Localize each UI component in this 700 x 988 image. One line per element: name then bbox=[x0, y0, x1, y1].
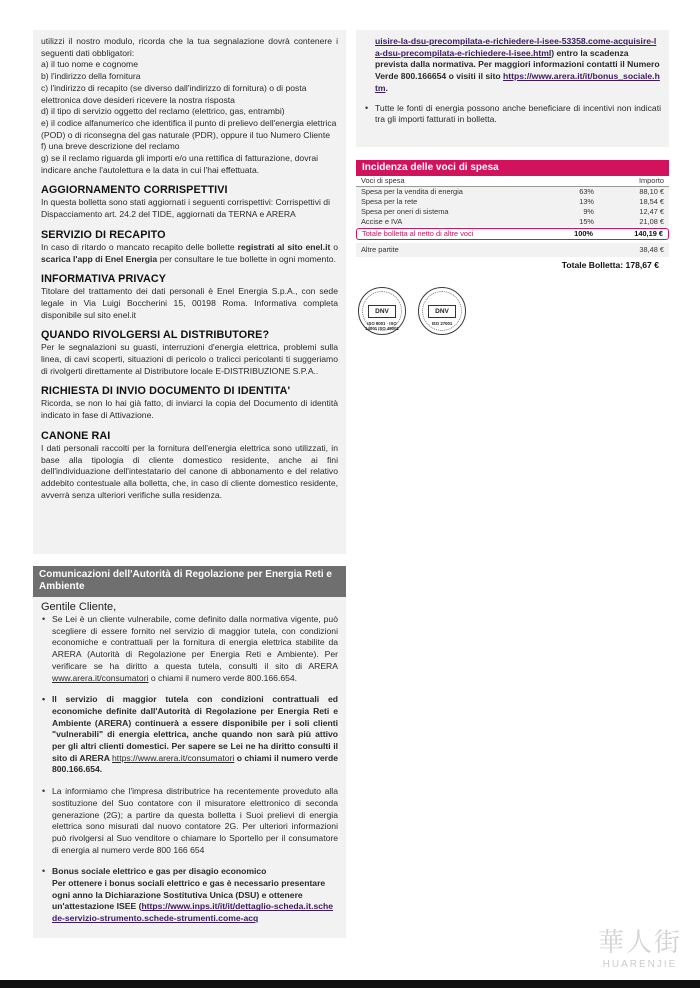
arera-communications-panel bbox=[33, 566, 346, 938]
dnv-mark: DNV bbox=[428, 305, 456, 318]
altre-partite-row bbox=[356, 243, 669, 257]
bonus-cont-end: . bbox=[385, 82, 388, 93]
canone-rai-text: I dati personali raccolti per la fornitura dell'energia elettrica sono utilizzati, in base alla tipologia di cliente domestico residente, anche ai fini dell'individuazione dell'intestatario del canone di abbonamento e del relativo addebito contestuale alla bolletta, che, in caso di cliente domestico residente, avverrà senza ulteriori verifiche sulla residenza. bbox=[41, 442, 338, 500]
arera-header: Comunicazioni dell'Autorità di Regolazione per Energia Reti e Ambiente bbox=[33, 566, 346, 597]
altre-label: Altre partite bbox=[361, 245, 399, 254]
row-pct: 63% bbox=[579, 187, 594, 196]
table-row bbox=[356, 187, 669, 197]
list-item bbox=[41, 694, 338, 776]
claim-item-d: d) il tipo di servizio oggetto del reclamo (elettrico, gas, entrambi) bbox=[41, 106, 285, 117]
tutela-tail: o chiami il numero verde 800.166.654. bbox=[52, 752, 338, 775]
arera-bonus-link[interactable]: https://www.arera.it/it/bonus_sociale.htm bbox=[375, 71, 660, 93]
spesa-header-row bbox=[356, 176, 669, 187]
bonus-title: • Bonus sociale elettrico e gas per disagio economico bbox=[52, 866, 267, 877]
recapito-text-a: In caso di ritardo o mancato recapito delle bollette bbox=[41, 241, 238, 252]
vulnerable-text: Se Lei è un cliente vulnerabile, come definito dalla normativa vigente, può scegliere di essere fornito nel servizio di maggior tutela, con condizioni economiche e contrattuali per la fornitura di energia elettrica stabilite da ARERA (Autorità di Regolazione per Energia Reti e Ambiente). Per verificare se ha diritto a questa tutela, consulti il sito di ARERA bbox=[52, 614, 338, 671]
list-item bbox=[41, 786, 338, 856]
claim-item-e: e) il codice alfanumerico che identifica il punto di prelievo dell'energia elettrica (POD) o di riconsegna del gas naturale (PDR), oppure il tuo Numero Cliente bbox=[41, 117, 337, 140]
total-amount: 140,19 € bbox=[634, 229, 663, 238]
spesa-title: Incidenza delle voci di spesa bbox=[356, 160, 669, 176]
contatore-text: La informiamo che l'impresa distributrice ha recentemente proveduto alla sostituzione del Suo contatore con il misuratore elettronico di seconda generazione (2G); a partire da questa bolletta i Suoi prelievi di energia elettrica sono misurati dal nuovo contatore 2G. Per ulteriori informazioni può rivolgersi al Suo venditore o chiamare lo Sportello per il consumatore di energia al numero verde 800 166 654 bbox=[52, 786, 338, 855]
row-label: Spesa per oneri di sistema bbox=[361, 207, 449, 216]
inps-link-continued[interactable]: uisire-la-dsu-precompilata-e-richiedere-l-isee-53358.come-acquisire-la-dsu-precompilata-e-richiedere-l-isee.html bbox=[375, 36, 657, 58]
list-item bbox=[41, 614, 338, 684]
arera-bullet-list bbox=[33, 614, 346, 925]
spesa-breakdown-table bbox=[356, 160, 669, 270]
col-pct bbox=[556, 176, 594, 186]
bottom-edge-bar bbox=[0, 980, 700, 988]
privacy-text: Titolare del trattamento dei dati personali è Enel Energia S.p.A., con sede legale in Via Luigi Boccherini 15, 00198 Roma. Informativa completa disponibile sul sito enel.it bbox=[41, 286, 338, 320]
watermark-logo bbox=[598, 922, 682, 970]
altre-amount: 38,48 € bbox=[639, 245, 664, 254]
grand-total: Totale Bolletta: 178,67 € bbox=[561, 260, 659, 270]
row-label: Accise e IVA bbox=[361, 217, 403, 226]
bonus-cont-text: ) entro la scadenza prevista dalla normativa. Per maggiori informazioni contatti il Numero Verde 800.166654 o visiti il sito bbox=[375, 47, 660, 82]
bonus-continuation bbox=[364, 36, 661, 95]
aggiornamento-text: In questa bolletta sono stati aggiornati i seguenti corrispettivi: Corrispettivi di Dispacciamento art. 24.2 del TIDE, aggiornati da TERNA e ARERA bbox=[41, 197, 330, 220]
recapito-text-e: per consultare le tue bollette in ogni momento. bbox=[157, 253, 336, 264]
row-pct: 15% bbox=[579, 217, 594, 226]
distributore-text: Per le segnalazioni su guasti, interruzioni d'energia elettrica, problemi sulla linea, di cavi scoperti, situazioni di pericolo o tralicci pericolanti ti suggeriamo di rivolgerti direttamente al Distributore locale E-DISTRIBUZIONE S.P.A.. bbox=[41, 342, 338, 376]
cert-iso-label: ISO 27001 bbox=[431, 321, 453, 326]
total-label: Totale bolletta al netto di altre voci bbox=[362, 229, 474, 238]
dnv-certification-badge bbox=[358, 287, 406, 335]
row-amount: 88,10 € bbox=[639, 187, 664, 196]
bonus-text: Per ottenere i bonus sociali elettrico e gas è necessario presentare ogni anno la Dichiarazione Sostitutiva Unica (DSU) e ottenere un'attestazione ISEE ( bbox=[52, 878, 326, 912]
col-importo: Importo bbox=[638, 176, 664, 185]
claim-item-a: a) il tuo nome e cognome bbox=[41, 59, 138, 70]
aggiornamento-title: AGGIORNAMENTO CORRISPETTIVI bbox=[41, 184, 228, 197]
table-row bbox=[356, 197, 669, 207]
table-row bbox=[356, 207, 669, 217]
spesa-body bbox=[356, 187, 669, 227]
claim-item-b: b) l'indirizzo della fornitura bbox=[41, 71, 141, 82]
info-panel-left-top bbox=[33, 30, 346, 554]
claim-item-c: c) l'indirizzo di recapito (se diverso dall'indirizzo di fornitura) o di posta elettronica dove desideri ricevere la nostra risposta bbox=[41, 82, 307, 105]
claim-intro: utilizzi il nostro modulo, ricorda che la tua segnalazione dovrà contenere i seguenti dati obbligatori: bbox=[41, 36, 338, 58]
row-label: Spesa per la rete bbox=[361, 197, 418, 206]
canone-rai-title: CANONE RAI bbox=[41, 429, 111, 442]
row-amount: 12,47 € bbox=[639, 207, 664, 216]
right-bullet-list bbox=[364, 103, 661, 126]
watermark-cn: 華人街 bbox=[597, 928, 682, 958]
greeting: Gentile Cliente, bbox=[41, 601, 117, 613]
register-link[interactable]: registrati al sito enel.it bbox=[237, 241, 331, 252]
row-label: Spesa per la vendita di energia bbox=[361, 187, 463, 196]
dnv-mark: DNV bbox=[368, 305, 396, 318]
documento-text: Ricorda, se non lo hai già fatto, di inviarci la copia del Documento di identità indicato in fase di Attivazione. bbox=[41, 398, 338, 421]
distributore-title: QUANDO RIVOLGERSI AL DISTRIBUTORE? bbox=[41, 329, 270, 342]
claim-required-data bbox=[41, 36, 338, 176]
claim-item-f: f) una breve descrizione del reclamo bbox=[41, 141, 180, 152]
tutela-text: Il servizio di maggior tutela con condizioni contrattuali ed economiche definite dall'Autorità di Regolazione per Energia Reti e Ambiente (ARERA) continuerà a essere disponibile per i soli clienti "vulnerabili" di energia elettrica, anche quando non sarà più attivo per gli altri clienti domestici. Per sapere se Lei ne ha diritto consulti il sito di ARERA bbox=[52, 694, 338, 763]
dnv-certification-badge bbox=[418, 287, 466, 335]
recapito-text bbox=[41, 242, 338, 265]
claim-item-g: g) se il reclamo riguarda gli importi e/o una rettifica di fatturazione, dovrai indicare anche l'autolettura e la data in cui l'hai effettuata. bbox=[41, 153, 319, 175]
list-item bbox=[41, 866, 338, 925]
row-amount: 18,54 € bbox=[639, 197, 664, 206]
privacy-title: INFORMATIVA PRIVACY bbox=[41, 273, 167, 286]
total-row bbox=[356, 228, 669, 240]
row-pct: 13% bbox=[579, 197, 594, 206]
info-panel-right-top bbox=[356, 30, 669, 147]
arera-consumer-link[interactable]: www.arera.it/consumatori bbox=[52, 672, 149, 683]
recapito-text-c: o bbox=[330, 241, 338, 252]
list-item: • Tutte le fonti di energia possono anche beneficiare di incentivi non indicati tra gli importi fatturati in bolletta. bbox=[364, 103, 661, 126]
watermark-latin: HUARENJIE bbox=[602, 959, 678, 970]
cert-iso-label: ISO 9001 · ISO 14001 ISO 45001 bbox=[365, 321, 399, 331]
vulnerable-tail: o chiami il numero verde 800.166.654. bbox=[148, 672, 298, 683]
arera-https-link[interactable]: https://www.arera.it/consumatori bbox=[112, 752, 235, 763]
col-voce: Voci di spesa bbox=[361, 176, 405, 185]
app-link[interactable]: scarica l'app di Enel Energia bbox=[41, 253, 158, 264]
total-pct: 100% bbox=[574, 229, 593, 238]
row-amount: 21,08 € bbox=[639, 217, 664, 226]
inps-link[interactable]: https://www.inps.it/it/it/dettaglio-scheda.it.schede-servizio-strumento.schede-strumenti.come-acq bbox=[52, 901, 334, 924]
row-pct: 9% bbox=[583, 207, 594, 216]
documento-title: RICHIESTA DI INVIO DOCUMENTO DI IDENTITA' bbox=[41, 385, 291, 398]
table-row bbox=[356, 217, 669, 227]
recapito-title: SERVIZIO DI RECAPITO bbox=[41, 228, 166, 241]
